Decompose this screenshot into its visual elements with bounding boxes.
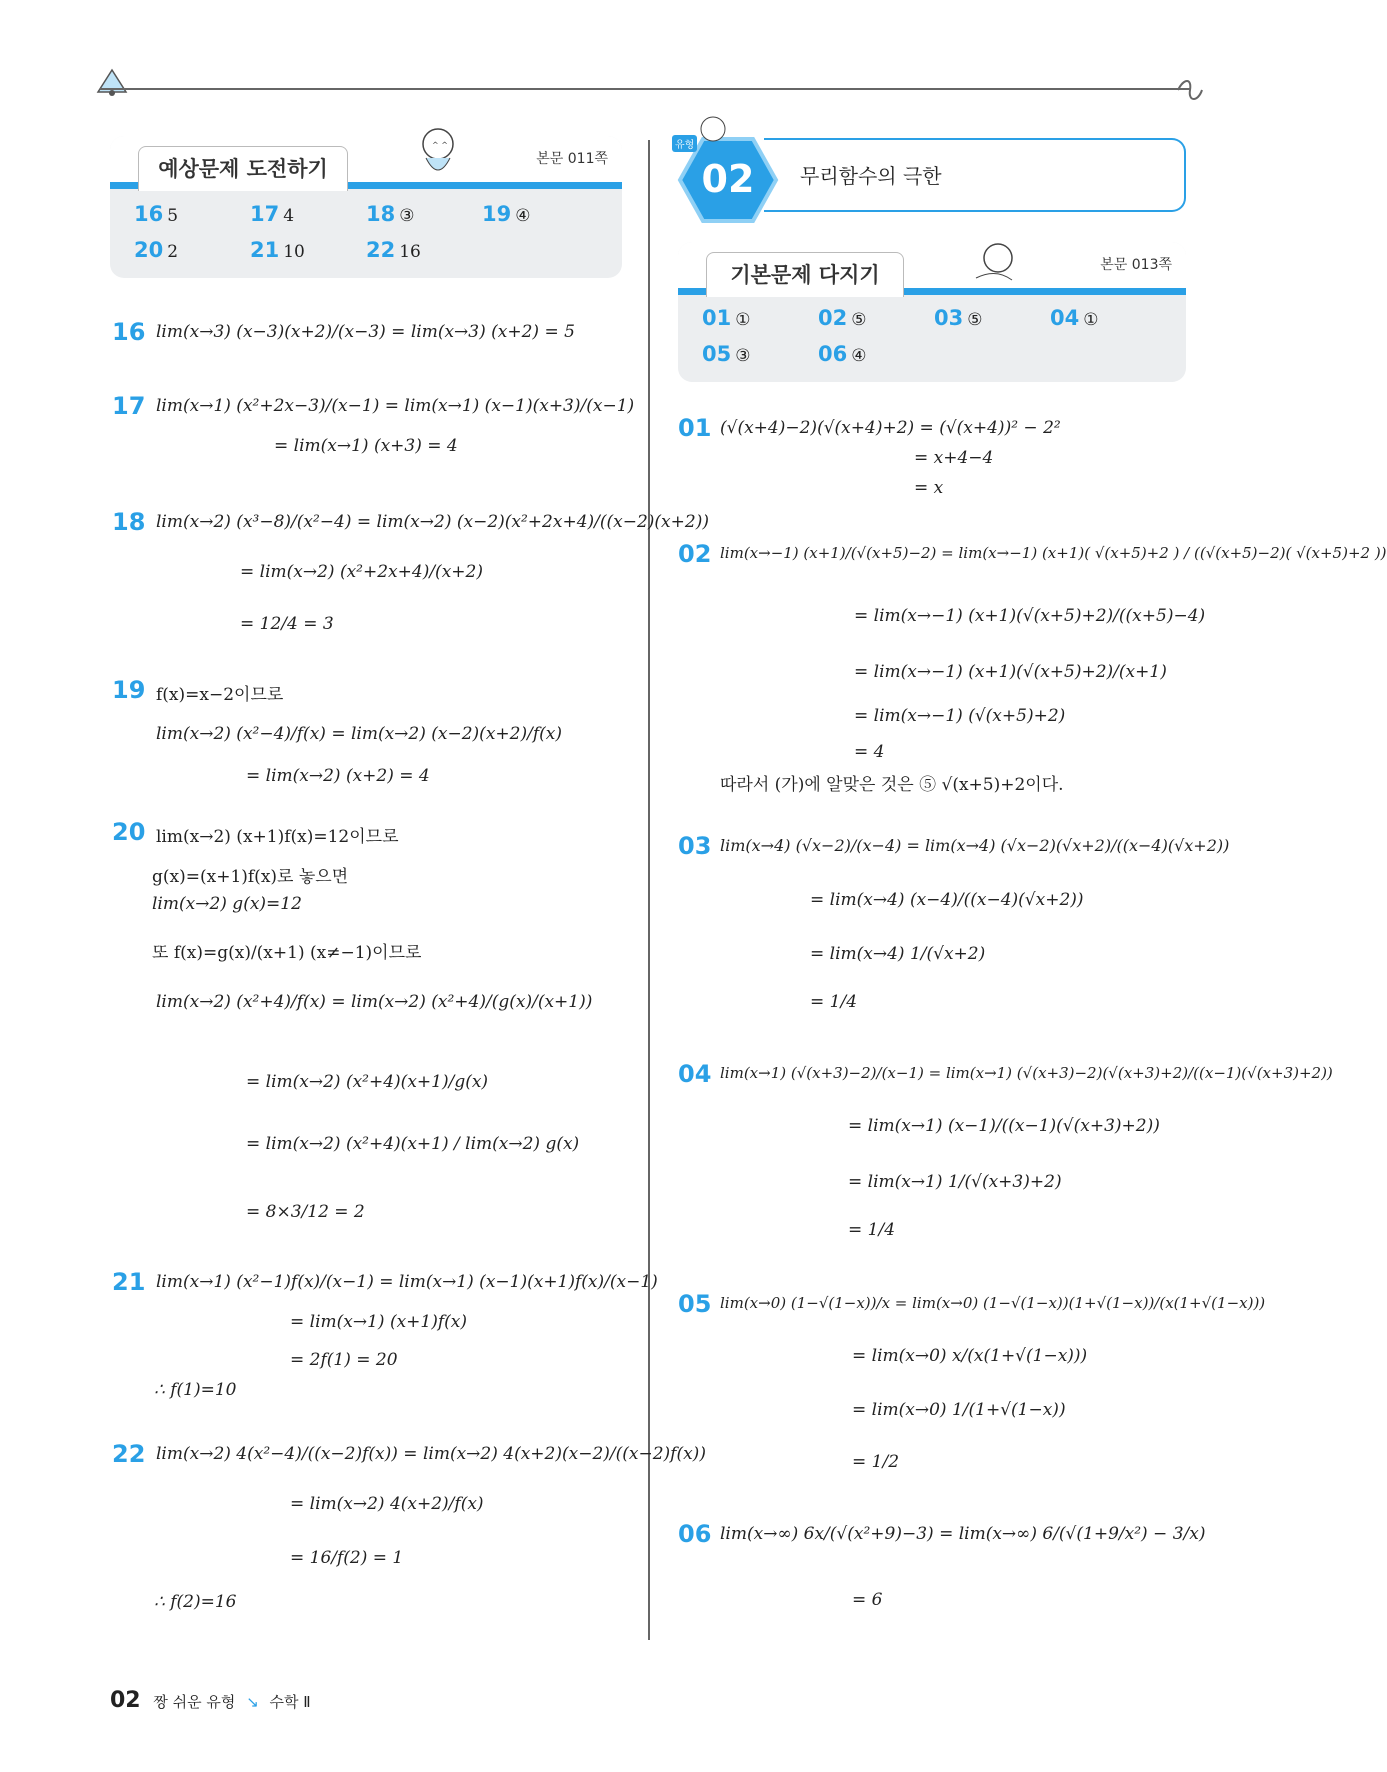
solution-line: = 6 [852,1590,883,1610]
solution-line: = lim(x→0) 1/(1+√(1−x)) [852,1400,1066,1420]
solution-line: lim(x→2) g(x)=12 [152,894,302,914]
solution-line: = 8×3/12 = 2 [246,1202,365,1222]
solution-line: lim(x→2) 4(x²−4)/((x−2)f(x)) = lim(x→2) 4(x+2)(x−2)/((x−2)f(x)) [156,1444,706,1464]
cat-peek-icon [696,112,730,146]
problem-number: 04 [678,1060,712,1088]
problem-number: 17 [112,392,146,420]
answer-item: 22 16 [366,238,421,262]
answer-item: 03 ⑤ [934,306,983,330]
type-title: 무리함수의 극한 [800,164,942,188]
solution-line: lim(x→−1) (x+1)/(√(x+5)−2) = lim(x→−1) (x+1)( √(x+5)+2 ) / ((√(x+5)−2)( √(x+5)+2 )) [720,544,1387,562]
solution-line: ∴ f(2)=16 [154,1592,237,1612]
solution-line: = 16/f(2) = 1 [290,1548,404,1568]
top-rule [100,88,1190,90]
box-title: 기본문제 다지기 [706,252,904,297]
solution-line: = x+4−4 [914,448,994,468]
box-ref: 본문 013쪽 [1100,257,1172,273]
solution-line: = lim(x→2) (x²+2x+4)/(x+2) [240,562,483,582]
page-number: 02 [110,1688,141,1713]
solution-line: = lim(x→4) (x−4)/((x−4)(√x+2)) [810,890,1084,910]
solution-line: = 1/4 [848,1220,896,1240]
problem-number: 19 [112,676,146,704]
answer-item: 04 ① [1050,306,1099,330]
solution-line: = lim(x→−1) (√(x+5)+2) [854,706,1066,726]
solution-line: = 12/4 = 3 [240,614,334,634]
answer-item: 05 ③ [702,342,751,366]
arrow-icon: ↘ [246,1693,259,1711]
ribbon-icon [1176,78,1204,106]
problem-number: 20 [112,818,146,846]
answer-item: 01 ① [702,306,751,330]
answer-item: 06 ④ [818,342,867,366]
solution-line: = lim(x→4) 1/(√x+2) [810,944,986,964]
solution-line: ∴ f(1)=10 [154,1380,237,1400]
solution-line: = lim(x→1) 1/(√(x+3)+2) [848,1172,1062,1192]
answer-item: 17 4 [250,202,295,226]
solution-line: (√(x+4)−2)(√(x+4)+2) = (√(x+4))² − 2² [720,418,1061,438]
solution-line: lim(x→2) (x³−8)/(x²−4) = lim(x→2) (x−2)(x²+2x+4)/((x−2)(x+2)) [156,512,709,532]
solution-line: = lim(x→0) x/(x(1+√(1−x))) [852,1346,1088,1366]
solution-line: 따라서 (가)에 알맞은 것은 ⑤ √(x+5)+2이다. [720,775,1064,795]
answer-box-left [110,136,622,278]
problem-number: 16 [112,318,146,346]
solution-line: = lim(x→1) (x+1)f(x) [290,1312,468,1332]
solution-line: = 2f(1) = 20 [290,1350,398,1370]
problem-number: 22 [112,1440,146,1468]
solution-line: f(x)=x−2이므로 [156,685,284,705]
answer-item: 18 ③ [366,202,415,226]
solution-line: g(x)=(x+1)f(x)로 놓으면 [152,867,349,887]
subject: 수학 Ⅱ [269,1693,311,1711]
solution-line: = x [914,478,944,498]
answer-item: 16 5 [134,202,179,226]
problem-number: 06 [678,1520,712,1548]
solution-line: lim(x→1) (√(x+3)−2)/(x−1) = lim(x→1) (√(x+3)−2)(√(x+3)+2)/((x−1)(√(x+3)+2)) [720,1064,1333,1082]
solution-line: 또 f(x)=g(x)/(x+1) (x≠−1)이므로 [152,943,422,963]
solution-line: = 4 [854,742,885,762]
solution-line: = lim(x→−1) (x+1)(√(x+5)+2)/((x+5)−4) [854,606,1206,626]
box-ref: 본문 011쪽 [536,151,608,167]
answer-item: 19 ④ [482,202,531,226]
cat-mascot-icon [410,122,466,186]
solution-line: lim(x→2) (x+1)f(x)=12이므로 [156,827,399,847]
solution-line: lim(x→4) (√x−2)/(x−4) = lim(x→4) (√x−2)(√x+2)/((x−4)(√x+2)) [720,836,1230,855]
footer [110,1688,311,1713]
solution-line: = lim(x→2) (x+2) = 4 [246,766,430,786]
solution-line: lim(x→3) (x−3)(x+2)/(x−3) = lim(x→3) (x+2) = 5 [156,322,575,342]
solution-line: lim(x→2) (x²+4)/f(x) = lim(x→2) (x²+4)/(g(x)/(x+1)) [156,992,593,1012]
solution-line: lim(x→1) (x²+2x−3)/(x−1) = lim(x→1) (x−1)(x+3)/(x−1) [156,396,635,416]
solution-line: = lim(x→2) (x²+4)(x+1)/g(x) [246,1072,489,1092]
solution-line: = lim(x→2) (x²+4)(x+1) / lim(x→2) g(x) [246,1134,580,1154]
solution-line: lim(x→1) (x²−1)f(x)/(x−1) = lim(x→1) (x−1)(x+1)f(x)/(x−1) [156,1272,658,1292]
solution-line: = 1/4 [810,992,858,1012]
bell-icon [92,62,132,102]
solution-line: = lim(x→1) (x+3) = 4 [274,436,458,456]
box-title: 예상문제 도전하기 [138,146,348,191]
solution-line: = lim(x→2) 4(x+2)/f(x) [290,1494,484,1514]
type-title-box [764,138,1186,212]
problem-number: 01 [678,414,712,442]
problem-number: 21 [112,1268,146,1296]
book-title: 짱 쉬운 유형 [153,1693,236,1711]
column-divider [648,140,650,1640]
solution-line: = 1/2 [852,1452,900,1472]
solution-line: = lim(x→−1) (x+1)(√(x+5)+2)/(x+1) [854,662,1167,682]
solution-line: lim(x→2) (x²−4)/f(x) = lim(x→2) (x−2)(x+2)/f(x) [156,724,562,744]
problem-number: 02 [678,540,712,568]
solution-line: lim(x→0) (1−√(1−x))/x = lim(x→0) (1−√(1−x))(1+√(1−x))/(x(1+√(1−x))) [720,1294,1266,1312]
answer-box-right [678,242,1186,382]
problem-number: 03 [678,832,712,860]
answer-item: 20 2 [134,238,179,262]
problem-number: 05 [678,1290,712,1318]
answer-item: 21 10 [250,238,305,262]
answer-item: 02 ⑤ [818,306,867,330]
type-label: 유형 [672,135,697,152]
solution-line: lim(x→∞) 6x/(√(x²+9)−3) = lim(x→∞) 6/(√(1+9/x²) − 3/x) [720,1524,1206,1544]
type-number: 02 [701,157,755,201]
solution-line: = lim(x→1) (x−1)/((x−1)(√(x+3)+2)) [848,1116,1160,1136]
svg-text:^ ^: ^ ^ [432,141,448,150]
type-badge [675,135,778,225]
cat-mascot-icon [968,238,1024,290]
problem-number: 18 [112,508,146,536]
